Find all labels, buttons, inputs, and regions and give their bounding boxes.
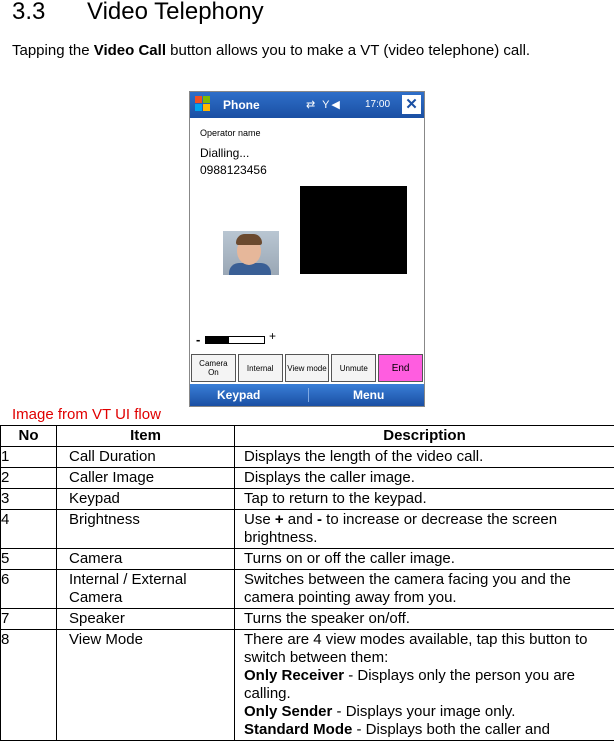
- row-item: Brightness: [57, 510, 235, 549]
- row-item: Call Duration: [57, 447, 235, 468]
- unmute-button: Unmute: [331, 354, 376, 382]
- row-no: 5: [1, 549, 57, 570]
- close-icon: ✕: [402, 95, 421, 114]
- caller-hair: [236, 234, 262, 245]
- header-no: No: [1, 426, 57, 447]
- intro-video-call-term: Video Call: [93, 42, 166, 59]
- desc-plus: +: [274, 511, 284, 528]
- table-row: [1, 630, 614, 741]
- softkey-bar: [190, 384, 424, 406]
- row-description: Turns on or off the caller image.: [235, 549, 614, 570]
- header-description: Description: [235, 426, 614, 447]
- view-mode-intro: There are 4 view modes available, tap this button to switch between them:: [244, 631, 588, 666]
- row-description: [235, 510, 614, 549]
- row-no: 8: [1, 630, 57, 741]
- row-no: 6: [1, 570, 57, 609]
- row-no: 7: [1, 609, 57, 630]
- brightness-minus: -: [196, 332, 201, 347]
- row-description: Displays the caller image.: [235, 468, 614, 489]
- brightness-bar: [205, 336, 265, 344]
- row-item: Keypad: [57, 489, 235, 510]
- view-mode-option: [244, 703, 614, 721]
- camera-on-button: Camera On: [191, 354, 236, 382]
- row-no: 4: [1, 510, 57, 549]
- table-row: [1, 510, 614, 549]
- phone-app-title: Phone: [223, 98, 260, 112]
- row-item: Camera: [57, 549, 235, 570]
- row-description: Turns the speaker on/off.: [235, 609, 614, 630]
- row-description: Displays the length of the video call.: [235, 447, 614, 468]
- section-title: Video Telephony: [87, 0, 264, 25]
- status-icons: ⇄ Y◀: [306, 99, 342, 111]
- softkey-keypad: Keypad: [217, 388, 261, 402]
- table-row: [1, 468, 614, 489]
- internal-camera-button: Internal: [238, 354, 283, 382]
- row-item: Speaker: [57, 609, 235, 630]
- mode-text: - Displays your image only.: [332, 703, 516, 720]
- section-heading: [12, 0, 264, 26]
- intro-text-before: Tapping the: [12, 42, 94, 59]
- table-row: [1, 609, 614, 630]
- desc-text: and: [283, 511, 317, 528]
- phone-screenshot: [189, 91, 425, 407]
- brightness-plus: +: [269, 329, 277, 343]
- mode-text: - Displays only the person you are calling.: [244, 667, 576, 702]
- row-no: 1: [1, 447, 57, 468]
- row-no: 2: [1, 468, 57, 489]
- row-description: [235, 630, 614, 741]
- mode-name: Only Sender: [244, 703, 333, 720]
- row-item: Internal / External Camera: [57, 570, 235, 609]
- header-item: Item: [57, 426, 235, 447]
- phone-title-bar: [190, 92, 424, 118]
- mode-text: - Displays both the caller and: [352, 721, 550, 738]
- softkey-menu: Menu: [353, 388, 385, 402]
- caller-image: [223, 231, 279, 275]
- desc-minus: -: [316, 511, 322, 528]
- desc-text: Use: [244, 511, 275, 528]
- row-item: View Mode: [57, 630, 235, 741]
- figure-caption: Image from VT UI flow: [12, 406, 161, 423]
- operator-name: Operator name: [200, 128, 261, 138]
- row-item: Caller Image: [57, 468, 235, 489]
- view-mode-option: [244, 667, 614, 703]
- view-mode-button: View mode: [285, 354, 330, 382]
- mode-name: Standard Mode: [244, 721, 353, 738]
- item-description-table: [0, 425, 614, 741]
- desc-text: to increase or decrease the screen brightness.: [244, 511, 558, 546]
- table-row: [1, 570, 614, 609]
- softkey-divider: [308, 388, 309, 402]
- windows-start-icon: [195, 96, 211, 112]
- table-row: [1, 447, 614, 468]
- intro-text-after: button allows you to make a VT (video telephone) call.: [165, 42, 531, 59]
- call-status: Dialling...: [200, 146, 250, 160]
- intro-paragraph: [12, 42, 530, 59]
- mode-name: Only Receiver: [244, 667, 345, 684]
- row-no: 3: [1, 489, 57, 510]
- table-header-row: [1, 426, 614, 447]
- brightness-fill: [206, 337, 229, 343]
- call-button-row: [191, 354, 423, 382]
- row-description: Switches between the camera facing you and the camera pointing away from you.: [235, 570, 614, 609]
- phone-clock: 17:00: [365, 99, 391, 110]
- remote-video-area: [300, 186, 407, 274]
- dialled-number: 0988123456: [200, 163, 267, 177]
- section-number: 3.3: [12, 0, 46, 25]
- table-row: [1, 489, 614, 510]
- view-mode-option: [244, 721, 614, 739]
- table-row: [1, 549, 614, 570]
- end-call-button: End: [378, 354, 423, 382]
- row-description: Tap to return to the keypad.: [235, 489, 614, 510]
